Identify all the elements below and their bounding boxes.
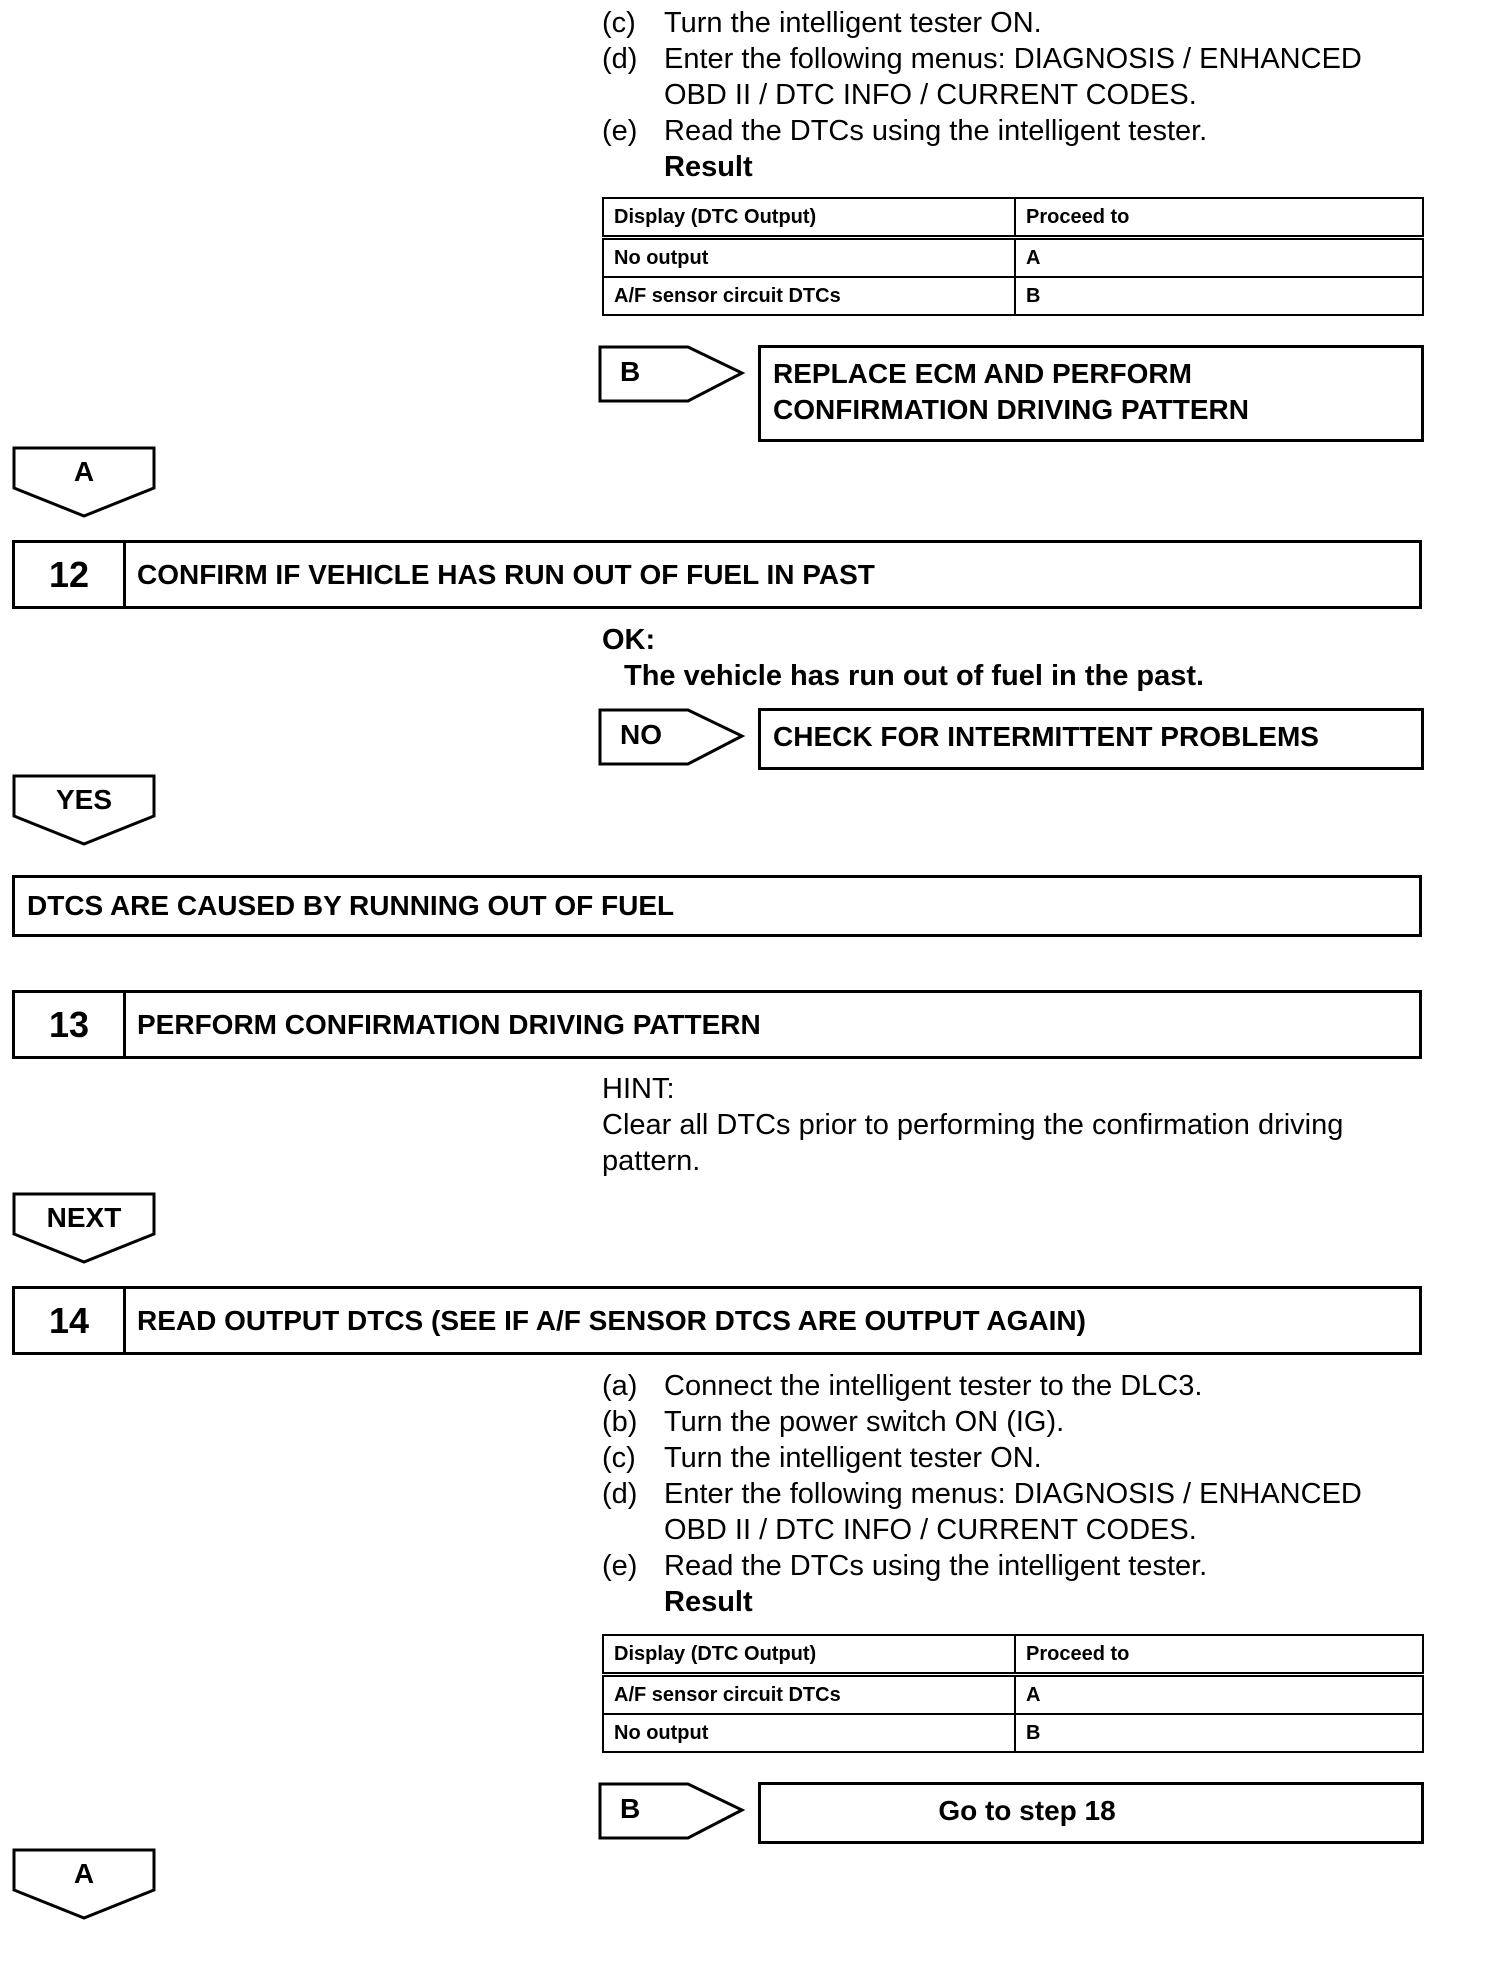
table-row: [603, 277, 1423, 315]
table-cell: A: [1015, 1675, 1423, 1715]
flow-tag-a: [12, 446, 156, 518]
step-text: Turn the intelligent tester ON.: [664, 1442, 1042, 1474]
flow-tag-label: A: [73, 1858, 95, 1889]
step-number: 14: [15, 1289, 126, 1352]
procedure-step: [602, 1440, 1042, 1476]
table-cell: No output: [603, 238, 1015, 278]
table-header-cell: Proceed to: [1015, 198, 1423, 238]
action-box-intermittent: [758, 708, 1424, 770]
action-box-go-to-step: [758, 1782, 1424, 1844]
flow-tag-a: [12, 1848, 156, 1920]
branch-tag-label: B: [620, 1793, 641, 1824]
procedure-step: [602, 1548, 1207, 1584]
branch-tag-no: [598, 708, 748, 766]
action-box-replace-ecm: [758, 345, 1424, 442]
step-label: (e): [602, 1550, 638, 1582]
flow-tag-label: A: [73, 456, 95, 487]
flow-tag-label: NEXT: [46, 1202, 122, 1233]
step-text-continued: OBD II / DTC INFO / CURRENT CODES.: [664, 79, 1197, 111]
step-text: Enter the following menus: DIAGNOSIS / ENHANCED: [664, 1478, 1362, 1510]
step-text: Connect the intelligent tester to the DLC3.: [664, 1370, 1203, 1402]
table-header-cell: Display (DTC Output): [603, 1635, 1015, 1675]
table-cell: B: [1015, 277, 1423, 315]
procedure-step: [602, 1404, 1064, 1440]
step-title: READ OUTPUT DTCS (SEE IF A/F SENSOR DTCS ARE OUTPUT AGAIN): [137, 1304, 1086, 1336]
branch-tag-label: NO: [620, 719, 662, 750]
ok-label: OK:: [602, 624, 656, 656]
procedure-step: [602, 1368, 1202, 1404]
step-label: (d): [602, 1478, 638, 1510]
step-number: 12: [15, 543, 126, 606]
step-label: (c): [602, 1442, 636, 1474]
flow-tag-yes: [12, 774, 156, 846]
action-text-line: REPLACE ECM AND PERFORM: [773, 358, 1192, 389]
ok-text: The vehicle has run out of fuel in the past.: [624, 660, 1205, 692]
procedure-step: [602, 1476, 1362, 1512]
table-header-row: [603, 198, 1423, 238]
result-table: [602, 197, 1424, 316]
step-label: (e): [602, 115, 638, 147]
step-title: PERFORM CONFIRMATION DRIVING PATTERN: [137, 1008, 761, 1040]
table-row: [603, 238, 1423, 278]
table-cell: B: [1015, 1714, 1423, 1752]
table-header-row: [603, 1635, 1423, 1675]
hint-text: Clear all DTCs prior to performing the confirmation driving: [602, 1109, 1344, 1141]
action-text-line: CONFIRMATION DRIVING PATTERN: [773, 394, 1249, 425]
step-text: Turn the intelligent tester ON.: [664, 7, 1042, 39]
procedure-step: [602, 5, 1042, 41]
step-header-13: [12, 990, 1422, 1059]
step-text: Enter the following menus: DIAGNOSIS / ENHANCED: [664, 43, 1362, 75]
table-row: [603, 1675, 1423, 1715]
action-text-line: CHECK FOR INTERMITTENT PROBLEMS: [773, 721, 1319, 752]
step-label: (b): [602, 1406, 638, 1438]
step-header-14: [12, 1286, 1422, 1355]
table-header-cell: Display (DTC Output): [603, 198, 1015, 238]
table-cell: A/F sensor circuit DTCs: [603, 1675, 1015, 1715]
flow-tag-next: [12, 1192, 156, 1264]
procedure-step: [602, 113, 1207, 149]
step-label: (d): [602, 43, 638, 75]
flow-tag-label: YES: [55, 784, 113, 815]
step-title: CONFIRM IF VEHICLE HAS RUN OUT OF FUEL IN PAST: [137, 558, 875, 590]
table-row: [603, 1714, 1423, 1752]
table-cell: No output: [603, 1714, 1015, 1752]
branch-tag-b: [598, 1782, 748, 1840]
result-label: Result: [664, 151, 753, 183]
hint-text: pattern.: [602, 1145, 701, 1177]
table-cell: A/F sensor circuit DTCs: [603, 277, 1015, 315]
step-label: (a): [602, 1370, 638, 1402]
branch-tag-b: [598, 345, 748, 403]
result-table: [602, 1634, 1424, 1753]
conclusion-box: DTCS ARE CAUSED BY RUNNING OUT OF FUEL: [12, 875, 1422, 937]
step-header-12: [12, 540, 1422, 609]
branch-tag-label: B: [620, 356, 641, 387]
step-label: (c): [602, 7, 636, 39]
action-text-line: Go to step 18: [938, 1795, 1116, 1826]
step-number: 13: [15, 993, 126, 1056]
step-text: Read the DTCs using the intelligent tester.: [664, 115, 1208, 147]
step-text: Read the DTCs using the intelligent tester.: [664, 1550, 1208, 1582]
procedure-step: [602, 41, 1362, 77]
step-text: Turn the power switch ON (IG).: [664, 1406, 1065, 1438]
table-cell: A: [1015, 238, 1423, 278]
result-label: Result: [664, 1586, 753, 1618]
table-header-cell: Proceed to: [1015, 1635, 1423, 1675]
step-text-continued: OBD II / DTC INFO / CURRENT CODES.: [664, 1514, 1197, 1546]
hint-label: HINT:: [602, 1073, 675, 1105]
